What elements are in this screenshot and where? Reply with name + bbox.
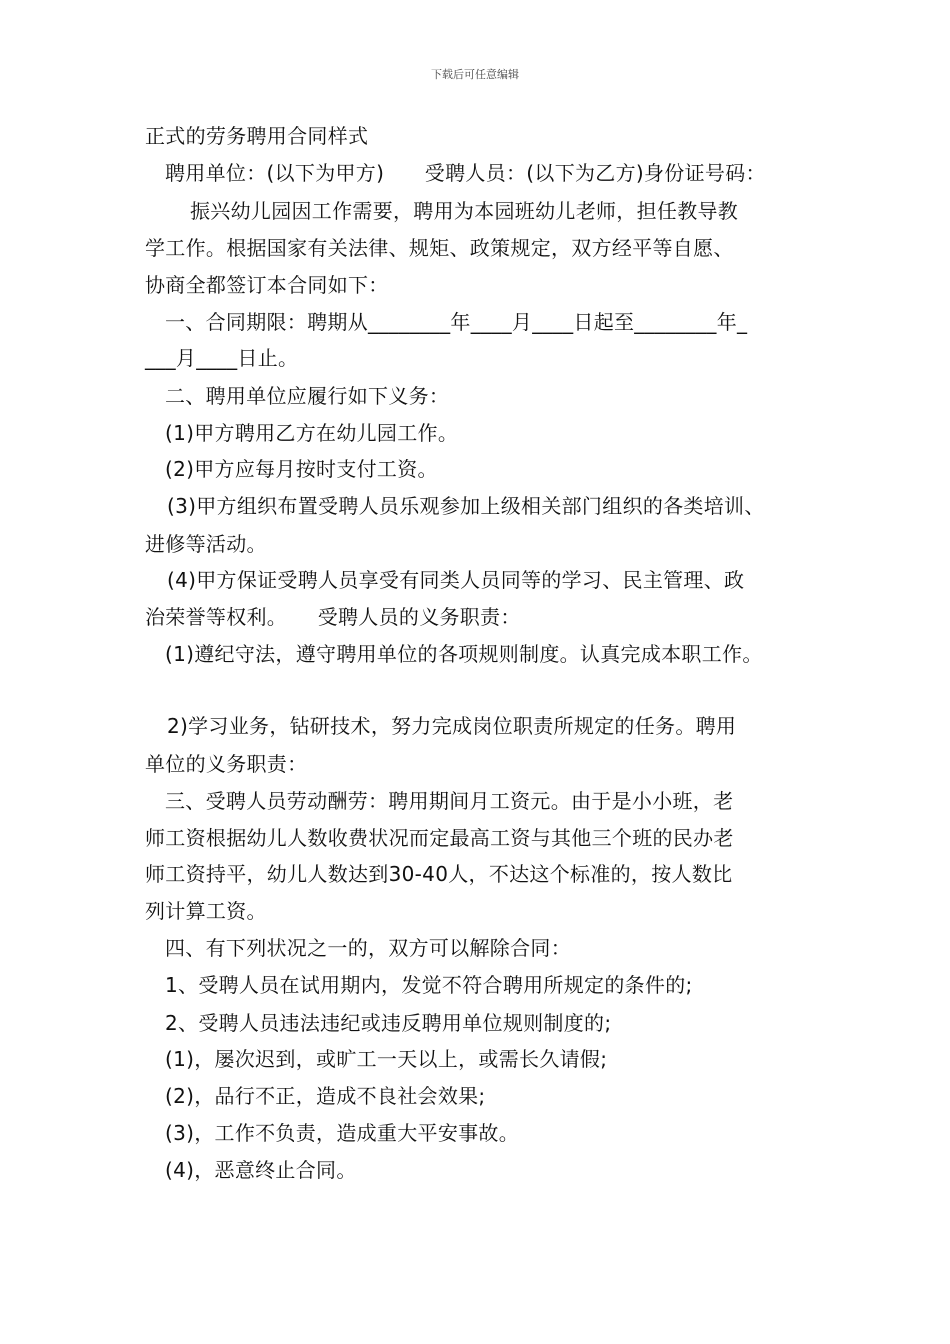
paragraph-line: 师工资根据幼儿人数收费状况而定最高工资与其他三个班的民办老: [145, 826, 734, 850]
list-item: 2)学习业务，钻研技术，努力完成岗位职责所规定的任务。聘用: [167, 714, 737, 738]
list-item: (4)，恶意终止合同。: [165, 1158, 357, 1182]
parties-line: 聘用单位：(以下为甲方) 受聘人员：(以下为乙方)身份证号码：: [165, 161, 766, 185]
paragraph-line: 列计算工资。: [145, 899, 267, 923]
list-item: (3)，工作不负责，造成重大平安事故。: [165, 1121, 520, 1145]
list-item: (1)甲方聘用乙方在幼儿园工作。: [165, 421, 459, 445]
document-title: 正式的劳务聘用合同样式: [145, 124, 369, 148]
list-item: (2)甲方应每月按时支付工资。: [165, 457, 438, 481]
paragraph-line: 学工作。根据国家有关法律、规矩、政策规定，双方经平等自愿、: [145, 236, 734, 260]
paragraph-line: 振兴幼儿园因工作需要，聘用为本园班幼儿老师，担任教导教: [190, 199, 739, 223]
list-item: (2)，品行不正，造成不良社会效果;: [165, 1084, 486, 1108]
header-note: 下载后可任意编辑: [431, 68, 519, 81]
list-item: (1)，屡次迟到，或旷工一天以上，或需长久请假;: [165, 1047, 608, 1071]
paragraph-line: 师工资持平，幼儿人数达到30-40人，不达这个标准的，按人数比: [145, 862, 733, 886]
list-item: (3)甲方组织布置受聘人员乐观参加上级相关部门组织的各类培训、: [167, 494, 765, 518]
list-item: 进修等活动。: [145, 532, 267, 556]
list-item: (1)遵纪守法，遵守聘用单位的各项规则制度。认真完成本职工作。: [165, 642, 763, 666]
list-item: (4)甲方保证受聘人员享受有同类人员同等的学习、民主管理、政: [167, 568, 745, 592]
clause-term-line: 一、合同期限：聘期从________年____月____日起至________年_: [165, 310, 748, 334]
clause-term-line: ___月____日止。: [145, 346, 299, 370]
section-heading: 三、受聘人员劳动酬劳：聘用期间月工资元。由于是小小班，老: [165, 789, 734, 813]
list-item: 治荣誉等权利。 受聘人员的义务职责：: [145, 605, 521, 629]
list-item: 单位的义务职责：: [145, 752, 308, 776]
list-item: 2、受聘人员违法违纪或违反聘用单位规则制度的;: [165, 1011, 612, 1035]
section-heading: 四、有下列状况之一的，双方可以解除合同：: [165, 936, 571, 960]
section-heading: 二、聘用单位应履行如下义务：: [165, 384, 450, 408]
paragraph-line: 协商全都签订本合同如下：: [145, 273, 389, 297]
list-item: 1、受聘人员在试用期内，发觉不符合聘用所规定的条件的;: [165, 973, 693, 997]
